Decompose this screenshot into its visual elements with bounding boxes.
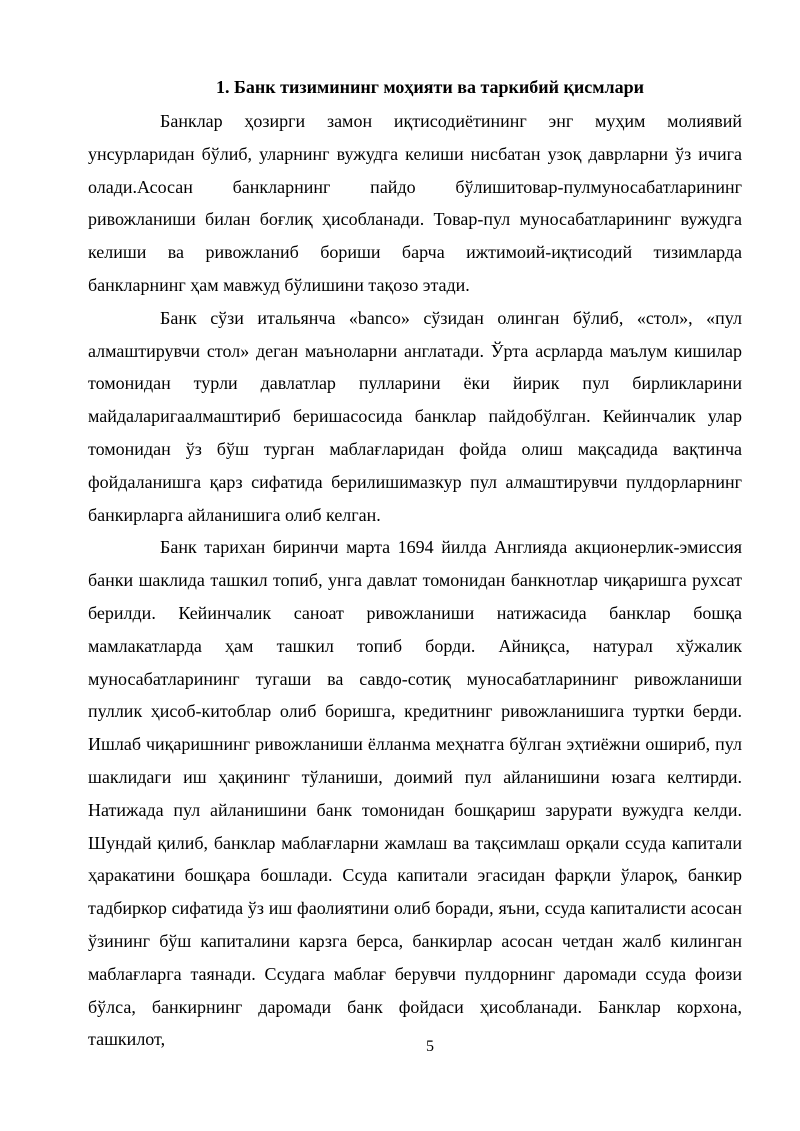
body-text [88, 105, 742, 1056]
paragraph-3: Банк тарихан биринчи марта 1694 йилда Англияда акционерлик-эмиссия банки шаклида ташкил топиб, унга давлат томонидан банкнотлар чиқаришга рухсат берилди. Кейинчалик саноат ривожланиши натижасида банклар бошқа мамлакатларда ҳам ташкил топиб борди. Айниқса, натурал хўжалик муносабатларининг тугаши ва савдо-сотиқ муносабатларининг ривожланиши пуллик ҳисоб-китоблар олиб боришга, кредитнинг ривожланишига туртки берди. Ишлаб чиқаришнинг ривожланиши ёлланма меҳнатга бўлган эҳтиёжни ошириб, пул шаклидаги иш ҳақининг тўланиши, доимий пул айланишини юзага келтирди. Натижада пул айланишини банк томонидан бошқариш зарурати вужудга келди. Шундай қилиб, банклар маблағларни жамлаш ва тақсимлаш орқали ссуда капитали ҳаракатини бошқара бошлади. Ссуда капитали эгасидан фарқли ўлароқ, банкир тадбиркор сифатида ўз иш фаолиятини олиб боради, яъни, ссуда капиталисти асосан ўзининг бўш капиталини карзга берса, банкирлар асосан четдан жалб килинган маблағларга таянади. Ссудага маблағ берувчи пулдорнинг даромади ссуда фоизи бўлса, банкирнинг даромади банк фойдаси ҳисобланади. Банклар корхона, ташкилот, [88, 537, 742, 1050]
paragraph-2: Банк сўзи итальянча «banco» сўзидан олинган бўлиб, «стол», «пул алмаштирувчи стол» деган маъноларни англатади. Ўрта асрларда маълум кишилар томонидан турли давлатлар пулларини ёки йирик пул бирликларини майдаларигаалмаштириб беришасосида банклар пайдобўлган. Кейинчалик улар томонидан ўз бўш турган маблағларидан фойда олиш мақсадида вақтинча фойдаланишга қарз сифатида берилишимазкур пул алмаштирувчи пулдорларнинг банкирларга айланишига олиб келган. [88, 307, 742, 525]
paragraph-1: Банклар ҳозирги замон иқтисодиётининг энг муҳим молиявий унсурларидан бўлиб, уларнинг вужудга келиши нисбатан узоқ даврларни ўз ичига олади.Асосан банкларнинг пайдо бўлишитовар-пулмуносабатларининг ривожланиши билан боғлиқ ҳисобланади. Товар-пул муносабатларининг вужудга келиши ва ривожланиб бориши барча ижтимоий-иқтисодий тизимларда банкларнинг ҳам мавжуд бўлишини тақозо этади. [88, 111, 742, 295]
section-heading: 1. Банк тизимининг моҳияти ва таркибий қисмлари [216, 77, 644, 97]
page-number: 5 [426, 1038, 434, 1055]
